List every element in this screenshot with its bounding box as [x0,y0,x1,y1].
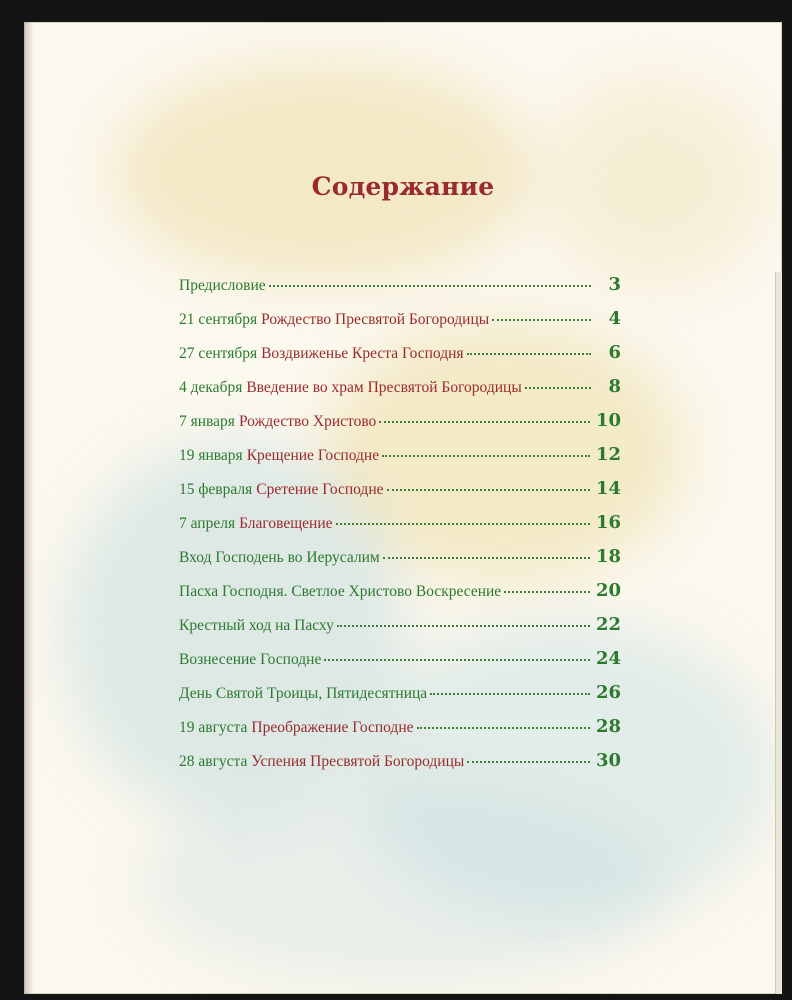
toc-entry[interactable] [179,444,621,478]
toc-page-number: 18 [595,546,621,567]
toc-entry-title: Рождество Христово [238,413,377,430]
toc-entry-title: Рождество Пресвятой Богородицы [261,311,490,328]
toc-page-number: 12 [595,444,621,465]
toc-page-number: 20 [595,580,621,601]
toc-page-number: 14 [595,478,621,499]
toc-entry-date: 15 февраля [179,481,253,498]
toc-entry-title: Успения Пресвятой Богородицы [251,753,465,770]
toc-entry[interactable] [179,308,621,342]
toc-page-number: 4 [608,308,621,329]
toc-entry[interactable] [179,376,621,410]
toc-page-number: 26 [595,682,621,703]
page-edge [775,272,782,994]
toc-entry-date: 19 января [179,447,243,464]
dot-leader [382,455,590,457]
toc-entry-title: Вход Господень во Иерусалим [179,549,380,566]
toc-entry[interactable] [179,546,621,580]
toc-entry-date: 7 января [179,413,235,430]
toc-page-number: 22 [595,614,621,635]
dot-leader [430,693,590,695]
page-spine-shadow [24,22,34,994]
dot-leader [324,659,590,661]
toc-entry-title: День Святой Троицы, Пятидесятница [179,685,428,702]
dot-leader [269,285,591,287]
toc-entry[interactable] [179,342,621,376]
toc-page-number: 3 [608,274,621,295]
toc-entry-date: 27 сентября [179,345,258,362]
toc-entry[interactable] [179,478,621,512]
toc-entry[interactable] [179,750,621,784]
toc-entry-title: Предисловие [179,277,266,294]
toc-entry-date: 19 августа [179,719,248,736]
book-page [24,22,782,994]
dot-leader [383,557,590,559]
toc-page-number: 8 [608,376,621,397]
dot-leader [387,489,590,491]
toc-page-number: 6 [608,342,621,363]
toc-entry-title: Благовещение [239,515,333,532]
toc-entry-title: Сретение Господне [256,481,384,498]
toc-page-number: 28 [595,716,621,737]
dot-leader [525,387,591,389]
toc-entry[interactable] [179,512,621,546]
page-title: Содержание [311,171,495,201]
toc-entry-title: Вознесение Господне [179,651,322,668]
toc-entry-date: 28 августа [179,753,248,770]
toc-entry-title: Преображение Господне [251,719,414,736]
toc-entry-date: 7 апреля [179,515,236,532]
toc-entry[interactable] [179,410,621,444]
toc-entry-title: Пасха Господня. Светлое Христово Воскресение [179,583,502,600]
toc-entry-date: 21 сентября [179,311,258,328]
dot-leader [504,591,590,593]
dot-leader [337,625,590,627]
toc-page-number: 30 [595,750,621,771]
toc-entry[interactable] [179,648,621,682]
toc-entry-date: 4 декабря [179,379,243,396]
toc-entry-title: Крестный ход на Пасху [179,617,334,634]
dot-leader [336,523,590,525]
dot-leader [467,353,591,355]
dot-leader [417,727,590,729]
toc-entry[interactable] [179,716,621,750]
toc-entry-title: Крещение Господне [246,447,380,464]
toc-entry[interactable] [179,614,621,648]
dot-leader [492,319,591,321]
toc-page-number: 24 [595,648,621,669]
toc-entry-title: Воздвиженье Креста Господня [261,345,464,362]
toc-entry[interactable] [179,274,621,308]
toc-entry[interactable] [179,682,621,716]
toc-entry[interactable] [179,580,621,614]
dot-leader [467,761,590,763]
toc-page-number: 16 [595,512,621,533]
toc-entry-title: Введение во храм Пресвятой Богородицы [246,379,522,396]
toc-page-number: 10 [595,410,621,431]
watercolor-wash [144,782,664,982]
table-of-contents [179,274,621,784]
dot-leader [379,421,590,423]
